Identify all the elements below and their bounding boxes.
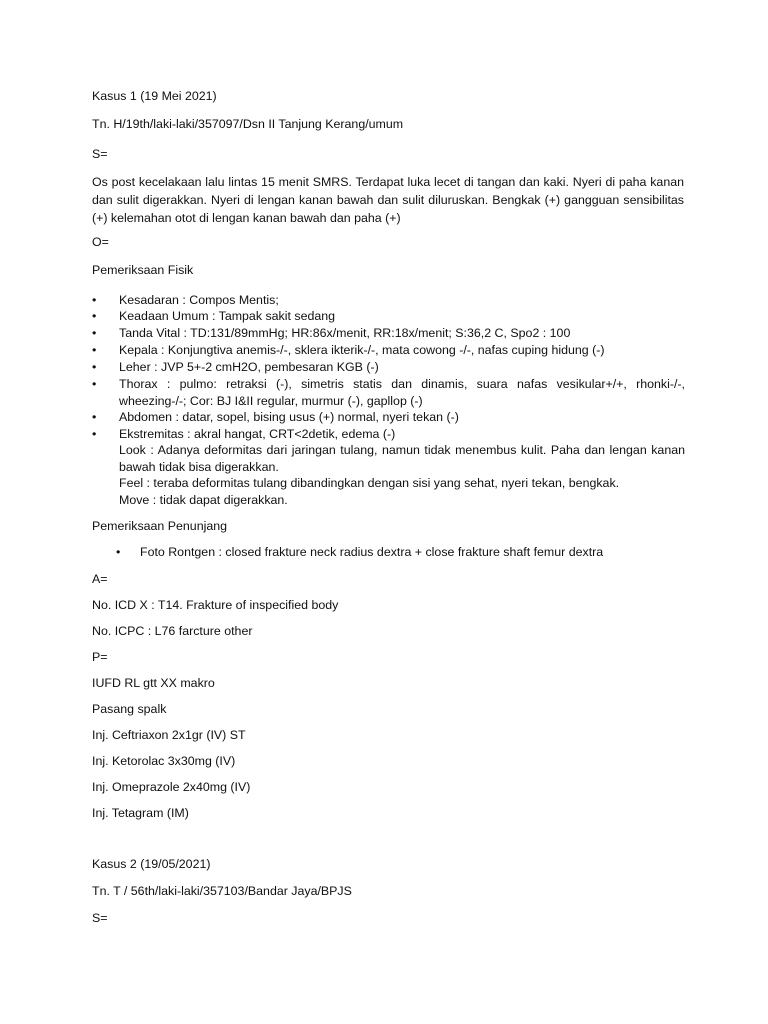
plan-label: P= [92,650,108,664]
bullet-icon: • [92,293,97,307]
bullet-icon: • [116,545,121,559]
plan-item: Inj. Tetagram (IM) [92,806,189,820]
plan-item: IUFD RL gtt XX makro [92,676,215,690]
plan-item: Inj. Ketorolac 3x30mg (IV) [92,754,236,768]
supporting-exam-heading: Pemeriksaan Penunjang [92,519,228,533]
case-1-title: Kasus 1 (19 Mei 2021) [92,89,217,103]
exam-look: Look : Adanya deformitas dari jaringan tulang, namun tidak menembus kulit. Paha dan lengan kanan bawah tidak bisa digerakkan. [119,443,685,474]
case-2-patient-identity: Tn. T / 56th/laki-laki/357103/Bandar Jaya/BPJS [92,884,352,898]
case-2-title: Kasus 2 (19/05/2021) [92,857,211,871]
document-page: Kasus 1 (19 Mei 2021) Tn. H/19th/laki-laki/357097/Dsn II Tanjung Kerang/umum S= Os post kecelakaan lalu lintas 15 menit SMRS. Terdapat luka lecet di tangan dan kaki. Nyeri di paha kanan dan sulit digerakkan. Nyeri di lengan kanan bawah dan sulit diluruskan. Bengkak (+) gangguan sensibilitas (+) kelemahan otot di lengan kanan bawah dan paha (+) O= Pemeriksaan Fisik • Kesadaran : Compos Mentis; • Keadaan Umum : Tampak sakit sedang • Tanda Vital : TD:131/89mmHg; HR:86x/menit, RR:18x/menit; S:36,2 C, Spo2 : 100 • Kepala : Konjungtiva anemis-/-, sklera ikterik-/-, mata cowong -/-, nafas cuping hidung (-) • Leher : JVP 5+-2 cmH2O, pembesaran KGB (-) • Thorax : pulmo: retraksi (-), simetris statis dan dinamis, suara nafas vesikular+/+, rhonki-/-, wheezing-/-; Cor: BJ I&II regular, murmur (-), gapllop (-) • Abdomen : datar, sopel, bising usus (+) normal, nyeri tekan (-) • Ekstremitas : akral hangat, CRT<2detik, edema (-) Look : Adanya deformitas dari jaringan tulang, namun tidak menembus kulit. Paha dan lengan kanan bawah tidak bisa digerakkan. Feel : teraba deformitas tulang dibandingkan dengan sisi yang sehat, nyeri tekan, bengkak. Move : tidak dapat digerakkan. Pemeriksaan Penunjang • Foto Rontgen : closed frakture neck radius dextra + close frakture shaft femur dextra A= No. ICD X : T14. Frakture of inspecified body No. ICPC : L76 farcture other P= IUFD RL gtt XX makro Pasang spalk Inj. Ceftriaxon 2x1gr (IV) ST Inj. Ketorolac 3x30mg (IV) Inj. Omeprazole 2x40mg (IV) Inj. Tetagram (IM) Kasus 2 (19/05/2021) Tn. T / 56th/laki-laki/357103/Bandar Jaya/BPJS S= [92,89,685,925]
plan-item: Inj. Ceftriaxon 2x1gr (IV) ST [92,728,246,742]
exam-feel: Feel : teraba deformitas tulang dibandingkan dengan sisi yang sehat, nyeri tekan, bengkak. [119,476,620,490]
subjective-label: S= [92,147,108,161]
bullet-icon: • [92,343,97,357]
bullet-icon: • [92,309,97,323]
bullet-icon: • [92,377,97,391]
icpc-code: No. ICPC : L76 farcture other [92,624,253,638]
bullet-icon: • [92,326,97,340]
case-1-patient-identity: Tn. H/19th/laki-laki/357097/Dsn II Tanjung Kerang/umum [92,117,404,131]
bullet-icon: • [92,360,97,374]
bullet-icon: • [92,410,97,424]
subjective-text: Os post kecelakaan lalu lintas 15 menit SMRS. Terdapat luka lecet di tangan dan kaki. Nyeri di paha kanan dan sulit digerakkan. Nyeri di lengan kanan bawah dan sulit diluruskan. Bengkak (+) gangguan sensibilitas (+) kelemahan otot di lengan kanan bawah dan paha (+) [92,175,684,225]
objective-label: O= [92,235,109,249]
bullet-icon: • [92,427,97,441]
physical-exam-heading: Pemeriksaan Fisik [92,263,194,277]
plan-item: Pasang spalk [92,702,167,716]
plan-item: Inj. Omeprazole 2x40mg (IV) [92,780,251,794]
icd-code: No. ICD X : T14. Frakture of inspecified body [92,598,339,612]
exam-move: Move : tidak dapat digerakkan. [119,493,288,507]
assessment-label: A= [92,572,108,586]
case-2-subjective-label: S= [92,911,108,925]
